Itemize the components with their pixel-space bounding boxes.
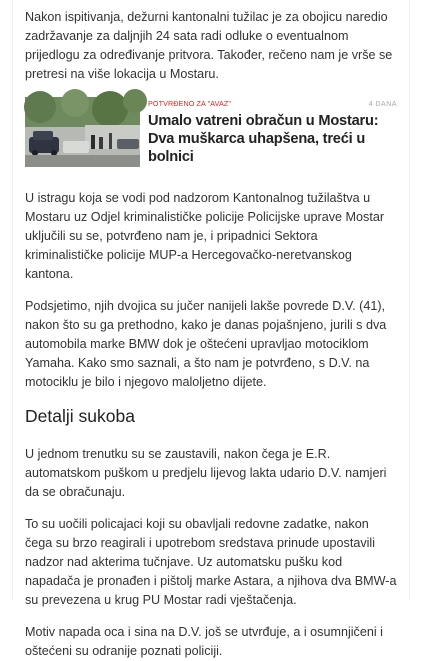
article-body — [13, 0, 409, 661]
related-article-time: 4 DANA — [368, 99, 397, 108]
street-photo-image — [25, 97, 140, 167]
article-paragraph: Nakon ispitivanja, dežurni kantonalni tužilac je za obojicu naredio zadržavanje za daljnjih 24 sata radi odluke o eventualnom prijedlogu za određivanje pritvora. Također, rečeno nam je vrše se pretresi na više lokacija u Mostaru. — [25, 10, 393, 81]
article-paragraph: Podsjetimo, njih dvojica su jučer nanijeli lakše povrede D.V. (41), nakon što su ga prethodno, kako je danas pojašnjeno, jurili s dva automobila marke BMW dok je oštećeni upravljao motociklom Yamaha. Kako smo saznali, a što nam je potvrđeno, s D.V. na motociklu je bilo i njegovo maloljetno dijete. — [25, 299, 387, 389]
related-article-text[interactable] — [148, 97, 397, 167]
related-article-card[interactable] — [25, 97, 397, 167]
article-paragraph: To su uočili policajaci koji su obavljali redovne zadatke, nakon čega su brzo reagirali i upotrebom sredstava prinude upostavili nadzor nad akterima tučnjave. Uz automatsku pušku kod napadača je pronađen i pištolj marke Astara, a njihova dva BMW-a su prevezena u krug PU Mostar radi vještačenja. — [25, 517, 397, 607]
related-article-category[interactable]: POTVRĐENO ZA "AVAZ" — [148, 99, 232, 108]
section-heading: Detalji sukoba — [25, 406, 135, 426]
article-paragraph: U jednom trenutku su se zaustavili, nakon čega je E.R. automatskom puškom u predjelu lijevog lakta udario D.V. namjeri da se obračunaju. — [25, 447, 387, 499]
article-paragraph: U istragu koja se vodi pod nadzorom Kantonalnog tužilaštva u Mostaru uz Odjel kriminalističke policije Policijske uprave Mostar uključili su se, potvrđeno nam je, i pripadnici Sektora kriminalističke policije MUP-a Hercegovačko-neretvanskog kantona. — [25, 191, 385, 281]
related-article-meta — [148, 99, 397, 108]
related-article-title[interactable]: Umalo vatreni obračun u Mostaru: Dva muškarca uhapšena, treći u bolnici — [148, 113, 379, 165]
article-column — [12, 0, 410, 658]
article-paragraph: Motiv napada oca i sina na D.V. još se utvrđuje, a i osumnjičeni i oštećeni su odranije poznati policiji. — [25, 625, 383, 658]
related-article-thumbnail[interactable] — [25, 97, 140, 167]
